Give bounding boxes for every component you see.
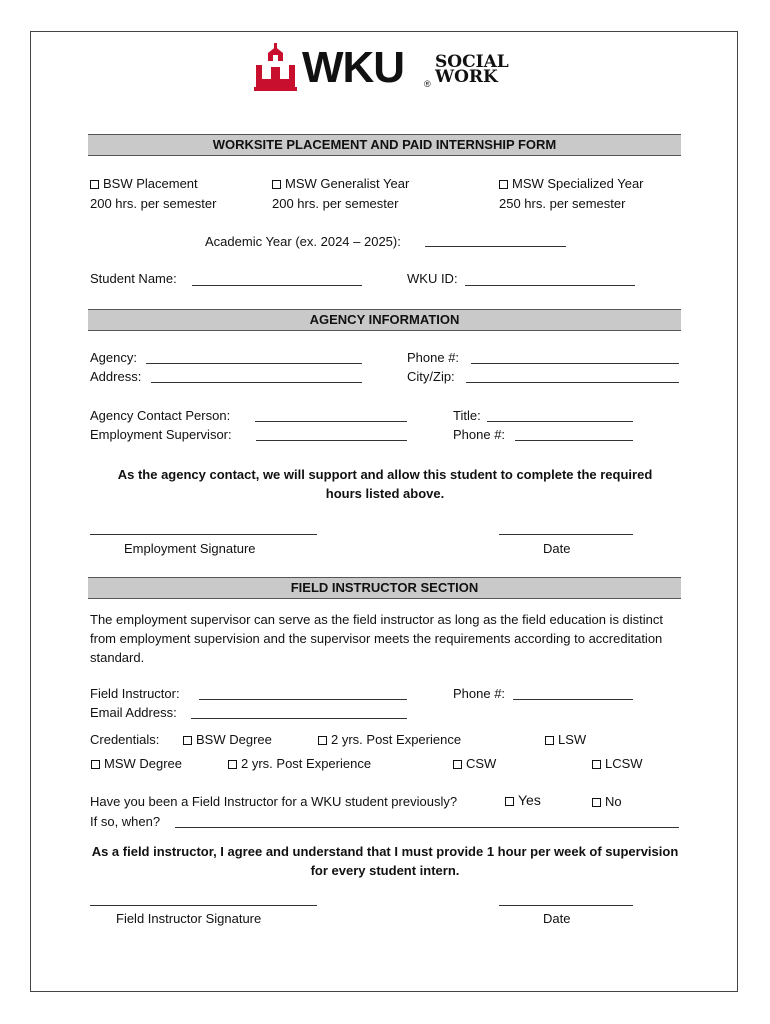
employment-date-line[interactable] <box>499 534 633 535</box>
credential-label: LCSW <box>605 756 643 771</box>
credential-msw-post-experience[interactable] <box>228 756 371 771</box>
employment-date-label: Date <box>543 541 571 556</box>
credential-bsw-post-experience[interactable] <box>318 732 461 747</box>
msw-specialized-hours: 250 hrs. per semester <box>499 196 626 211</box>
agency-field[interactable] <box>146 363 362 364</box>
msw-specialized-label: MSW Specialized Year <box>512 176 644 191</box>
logo-work-text: WORK <box>435 67 498 87</box>
no-label: No <box>605 794 622 809</box>
email-address-label: Email Address: <box>90 705 177 720</box>
credentials-label: Credentials: <box>90 732 160 747</box>
if-so-when-label: If so, when? <box>90 814 161 829</box>
credential-lcsw[interactable] <box>592 756 643 771</box>
contact-title-field[interactable] <box>487 421 633 422</box>
checkbox-icon <box>272 180 281 189</box>
credential-msw-degree[interactable] <box>91 756 182 771</box>
credential-label: LSW <box>558 732 587 747</box>
previous-no-option[interactable] <box>592 794 622 809</box>
checkbox-icon <box>505 797 514 806</box>
agency-label: Agency: <box>90 350 137 365</box>
employment-signature-line[interactable] <box>90 534 317 535</box>
checkbox-icon <box>545 736 554 745</box>
wku-id-label: WKU ID: <box>407 271 458 286</box>
credential-bsw-degree[interactable] <box>183 732 272 747</box>
contact-title-label: Title: <box>453 408 481 423</box>
field-instructor-signature-label: Field Instructor Signature <box>116 911 262 926</box>
bsw-placement-label: BSW Placement <box>103 176 198 191</box>
field-instructor-section-bar: FIELD INSTRUCTOR SECTION <box>88 577 681 599</box>
checkbox-icon <box>183 736 192 745</box>
field-instructor-label: Field Instructor: <box>90 686 180 701</box>
field-instructor-date-label: Date <box>543 911 571 926</box>
yes-label: Yes <box>518 792 541 808</box>
logo-wku-text: WKU <box>302 43 405 92</box>
credential-label: MSW Degree <box>104 756 183 771</box>
agency-phone-field[interactable] <box>471 363 679 364</box>
credential-label: 2 yrs. Post Experience <box>241 756 372 771</box>
msw-generalist-hours: 200 hrs. per semester <box>272 196 399 211</box>
checkbox-icon <box>90 180 99 189</box>
checkbox-icon <box>499 180 508 189</box>
registered-mark: ® <box>424 79 431 89</box>
agency-statement: As the agency contact, we will support and allow this student to complete the required hours listed above. <box>117 467 653 501</box>
employment-supervisor-label: Employment Supervisor: <box>90 427 232 442</box>
msw-generalist-option[interactable] <box>272 176 409 191</box>
msw-specialized-option[interactable] <box>499 176 644 191</box>
field-instructor-signature-line[interactable] <box>90 905 317 906</box>
agency-section-bar: AGENCY INFORMATION <box>88 309 681 331</box>
credential-csw[interactable] <box>453 756 496 771</box>
previous-instructor-question: Have you been a Field Instructor for a WKU student previously? <box>90 794 458 809</box>
academic-year-field[interactable] <box>425 246 566 247</box>
checkbox-icon <box>228 760 237 769</box>
field-instructor-field[interactable] <box>199 699 407 700</box>
wku-social-work-logo <box>254 43 526 95</box>
logo-social-text: SOCIAL <box>435 52 509 72</box>
previous-yes-option[interactable] <box>505 792 541 808</box>
contact-person-field[interactable] <box>255 421 407 422</box>
checkbox-icon <box>592 798 601 807</box>
cityzip-label: City/Zip: <box>407 369 455 384</box>
wku-id-field[interactable] <box>465 285 635 286</box>
credential-label: CSW <box>466 756 497 771</box>
bsw-placement-option[interactable] <box>90 176 198 191</box>
field-instructor-intro: The employment supervisor can serve as the field instructor as long as the field education is distinct from employment supervision and the supervisor meets the requirements according to accreditation standard. <box>90 612 664 665</box>
credential-lsw[interactable] <box>545 732 586 747</box>
academic-year-label: Academic Year (ex. 2024 – 2025): <box>205 234 401 249</box>
checkbox-icon <box>91 760 100 769</box>
contact-person-label: Agency Contact Person: <box>90 408 231 423</box>
field-instructor-phone-field[interactable] <box>513 699 633 700</box>
credential-label: 2 yrs. Post Experience <box>331 732 462 747</box>
cityzip-field[interactable] <box>466 382 679 383</box>
cupola-logo-icon <box>254 43 298 91</box>
form-title-bar: WORKSITE PLACEMENT AND PAID INTERNSHIP FORM <box>88 134 681 156</box>
address-label: Address: <box>90 369 142 384</box>
checkbox-icon <box>453 760 462 769</box>
if-so-when-field[interactable] <box>175 827 679 828</box>
employment-signature-label: Employment Signature <box>124 541 256 556</box>
agency-phone-label: Phone #: <box>407 350 460 365</box>
address-field[interactable] <box>151 382 362 383</box>
field-instructor-phone-label: Phone #: <box>453 686 506 701</box>
supervisor-phone-label: Phone #: <box>453 427 506 442</box>
msw-generalist-label: MSW Generalist Year <box>285 176 410 191</box>
bsw-placement-hours: 200 hrs. per semester <box>90 196 217 211</box>
student-name-field[interactable] <box>192 285 362 286</box>
checkbox-icon <box>592 760 601 769</box>
employment-supervisor-field[interactable] <box>256 440 407 441</box>
field-instructor-statement: As a field instructor, I agree and understand that I must provide 1 hour per week of supervision for every student intern. <box>91 844 679 878</box>
supervisor-phone-field[interactable] <box>515 440 633 441</box>
student-name-label: Student Name: <box>90 271 177 286</box>
field-instructor-date-line[interactable] <box>499 905 633 906</box>
credential-label: BSW Degree <box>196 732 272 747</box>
checkbox-icon <box>318 736 327 745</box>
email-address-field[interactable] <box>191 718 407 719</box>
